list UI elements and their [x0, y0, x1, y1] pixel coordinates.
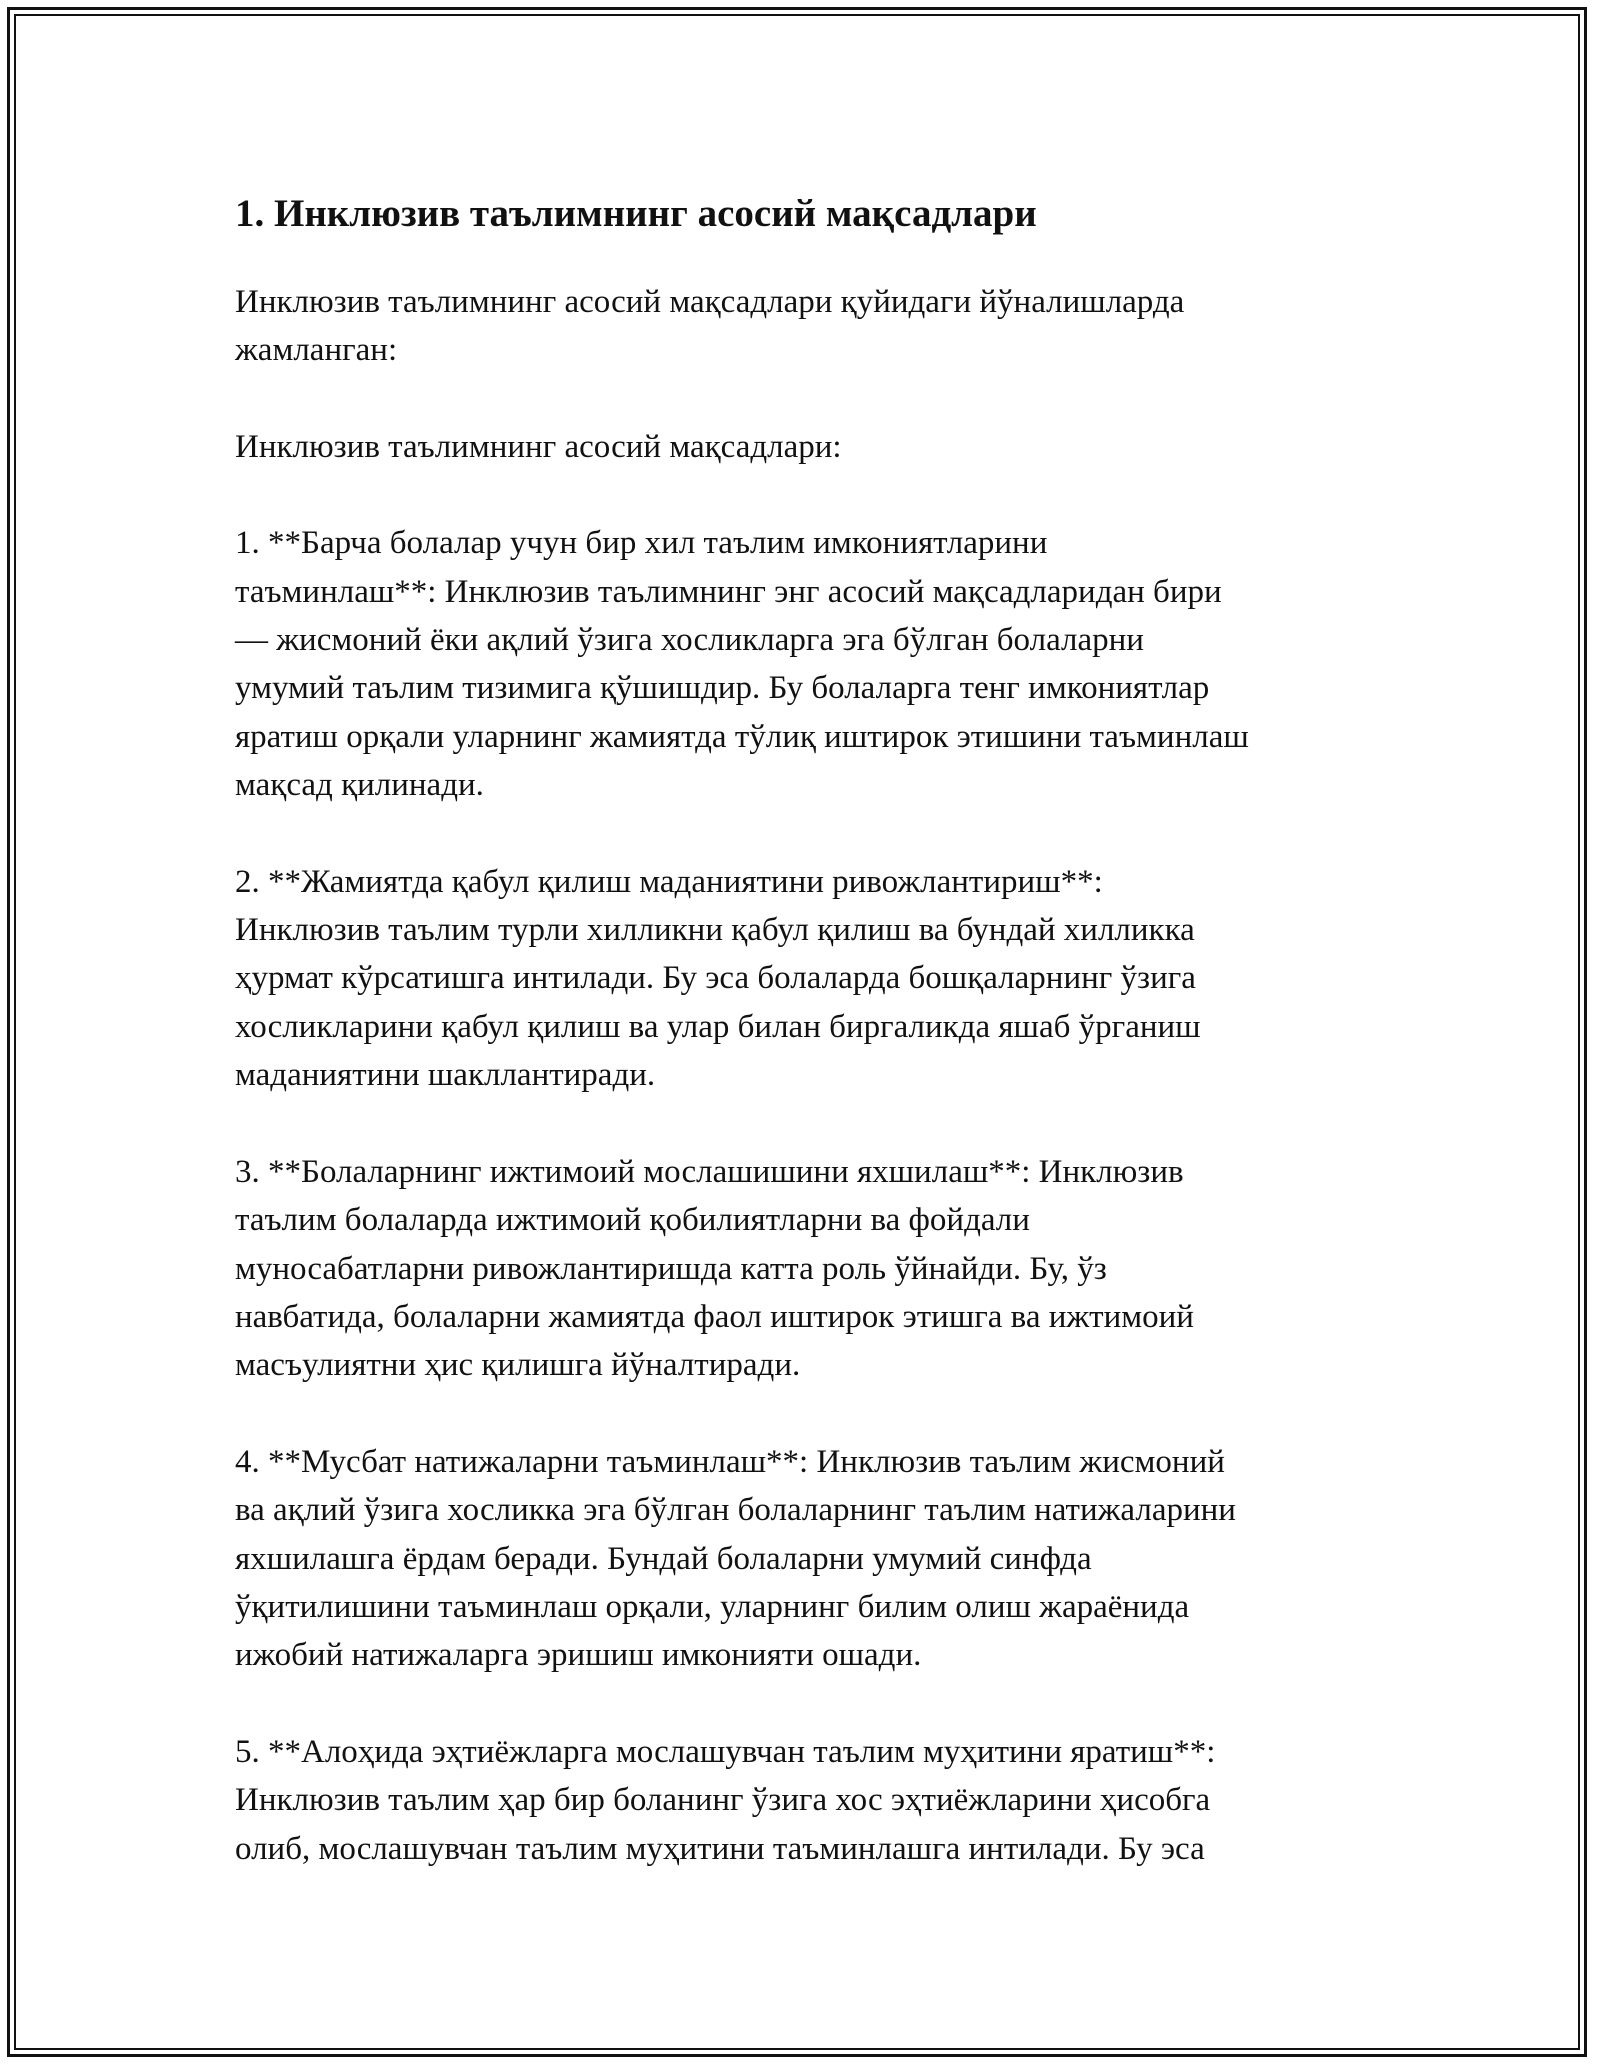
section-heading: 1. Инклюзив таълимнинг асосий мақсадлари	[235, 192, 1037, 235]
goal-item-2: 2. **Жамиятда қабул қилиш маданиятини ривожлантириш**: Инклюзив таълим турли хилликни қабул қилиш ва бундай хилликка ҳурмат кўрсатишга интилади. Бу эса болаларда бошқаларнинг ўзига хосликларини қабул қилиш ва улар билан биргаликда яшаб ўрганиш маданиятини шакллантиради.	[235, 863, 1201, 1094]
document-body	[235, 180, 1385, 1921]
goal-item-3: 3. **Болаларнинг ижтимоий мослашишини яхшилаш**: Инклюзив таълим болаларда ижтимоий қобилиятларни ва фойдали муносабатларни ривожлантиришда катта роль ўйнайди. Бу, ўз навбатида, болаларни жамиятда фаол иштирок этишга ва ижтимоий масъулиятни ҳис қилишга йўналтиради.	[235, 1153, 1194, 1384]
goal-item-1: 1. **Барча болалар учун бир хил таълим имкониятларини таъминлаш**: Инклюзив таълимнинг энг асосий мақсадларидан бири — жисмоний ёки ақлий ўзига хосликларга эга бўлган болаларни умумий таълим тизимига қўшишдир. Бу болаларга тенг имкониятлар яратиш орқали уларнинг жамиятда тўлиқ иштирок этишини таъминлаш мақсад қилинади.	[235, 525, 1249, 804]
goal-item-5: 5. **Алоҳида эҳтиёжларга мослашувчан таълим муҳитини яратиш**: Инклюзив таълим ҳар бир боланинг ўзига хос эҳтиёжларини ҳисобга олиб, мослашувчан таълим муҳитини таъминлашга интилади. Бу эса	[235, 1733, 1216, 1867]
intro-paragraph: Инклюзив таълимнинг асосий мақсадлари қуйидаги йўналишларда жамланган:	[235, 284, 1185, 369]
goals-lead-paragraph: Инклюзив таълимнинг асосий мақсадлари:	[235, 428, 842, 465]
goal-item-4: 4. **Мусбат натижаларни таъминлаш**: Инклюзив таълим жисмоний ва ақлий ўзига хосликка эга бўлган болаларнинг таълим натижаларини яхшилашга ёрдам беради. Бундай болаларни умумий синфда ўқитилишини таъминлаш орқали, уларнинг билим олиш жараёнида ижобий натижаларга эришиш имконияти ошади.	[235, 1443, 1236, 1674]
